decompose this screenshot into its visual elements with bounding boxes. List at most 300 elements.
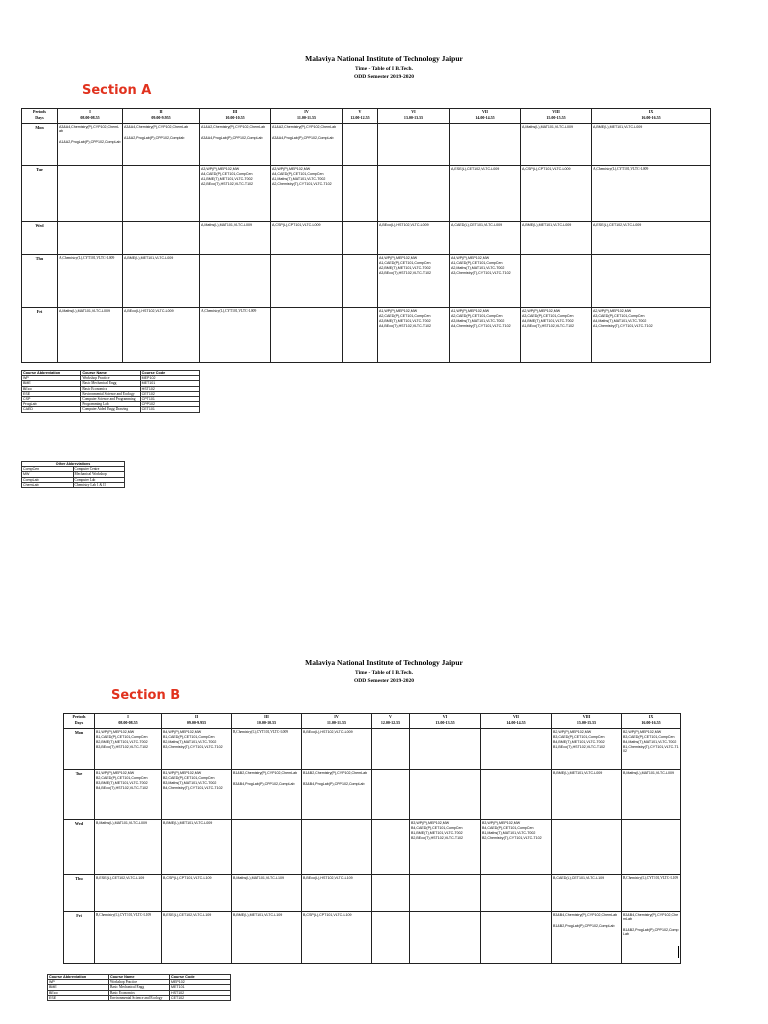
period-header-9 bbox=[592, 109, 711, 124]
timetable-cell bbox=[450, 222, 521, 255]
class-entry bbox=[450, 124, 520, 130]
class-entry: B1,BME(T),MET101,VLTC-T002 bbox=[411, 831, 463, 835]
period-header-6 bbox=[378, 109, 450, 124]
timetable-cell bbox=[552, 770, 622, 820]
class-entry: A2,CAED(P),CET101,CompCen bbox=[451, 314, 503, 318]
column-header: Course Abbreviation bbox=[22, 371, 81, 376]
timetable-cell bbox=[481, 729, 552, 770]
table-row bbox=[48, 995, 231, 1000]
period-number: VII bbox=[512, 714, 519, 719]
timetable-cell bbox=[372, 729, 410, 770]
period-header-row bbox=[22, 109, 711, 124]
table-cell: MW bbox=[22, 472, 74, 477]
timetable-cell bbox=[372, 770, 410, 820]
timetable-cell bbox=[95, 912, 162, 964]
period-number: III bbox=[264, 714, 269, 719]
timetable-cell bbox=[592, 222, 711, 255]
timetable-cell bbox=[200, 255, 271, 308]
timetable-cell bbox=[552, 875, 622, 912]
class-entry: A,BME(L),MET101,VLTC-L009 bbox=[593, 125, 643, 129]
table-cell: ChemLab bbox=[22, 482, 74, 487]
period-number: III bbox=[232, 109, 238, 114]
table-cell: Environmental Science and Ecology bbox=[81, 391, 140, 396]
period-time: Days bbox=[35, 114, 44, 120]
class-entry: A3,CAED(P),CET101,CompCen bbox=[522, 314, 574, 318]
class-entry: A1,BME(T),MET101,VLTC-T002 bbox=[201, 177, 253, 181]
class-entry: A4,WP(P),MEP102,MW bbox=[451, 256, 490, 260]
timetable-cell bbox=[162, 875, 232, 912]
period-header-0 bbox=[22, 109, 58, 124]
class-entry: A3&A4,Chemistry(P),CYP102,ChemLab bbox=[124, 125, 189, 129]
period-time: 08.00-08.55 bbox=[118, 719, 138, 725]
timetable-cell bbox=[343, 166, 378, 222]
timetable-cell bbox=[343, 255, 378, 308]
class-entry bbox=[378, 124, 449, 130]
timetable-cell bbox=[450, 124, 521, 166]
class-entry: A1,CAED(P),CET101,CompCen bbox=[379, 261, 431, 265]
class-entry: A,BEco(L),HST102,VLTC-L009 bbox=[124, 309, 174, 313]
table-cell: BME bbox=[22, 381, 81, 386]
class-entry bbox=[378, 166, 449, 172]
table-cell: Environmental Science and Ecology bbox=[109, 995, 170, 1000]
other-abbreviations-title: Other Abbreviations bbox=[22, 462, 125, 467]
class-entry: A,Chemistry(L),CYT101,VLTC-L009 bbox=[593, 167, 649, 171]
class-entry bbox=[481, 875, 551, 881]
class-entry: B2,CAED(P),CET101,CompCen bbox=[163, 776, 215, 780]
timetable-cell bbox=[481, 770, 552, 820]
table-cell: ESE bbox=[48, 995, 109, 1000]
institute-title-a: Malaviya National Institute of Technology Jaipur bbox=[305, 54, 463, 63]
class-entry bbox=[343, 222, 377, 228]
class-entry: B,BME(L),MET101,VLTC-L109 bbox=[233, 913, 283, 917]
class-entry: A2,WP(P),MEP102,MW bbox=[593, 309, 632, 313]
table-cell: BEco bbox=[22, 386, 81, 391]
table-cell: Basic Mechanical Engg bbox=[109, 985, 170, 990]
timetable-cell bbox=[232, 912, 302, 964]
class-entry: A1,BEco(T),HST102,VLTC-T102 bbox=[522, 324, 575, 328]
period-number: IX bbox=[648, 109, 654, 114]
class-entry: B1,CAED(P),CET101,CompCen bbox=[163, 735, 215, 739]
timetable-cell bbox=[162, 770, 232, 820]
day-label: Fri bbox=[64, 912, 95, 964]
class-entry bbox=[521, 255, 591, 261]
class-entry: A2,WP(P),MEP102,MW bbox=[522, 309, 561, 313]
class-entry: A,Maths(L),MAT101,VLTC-L009 bbox=[522, 125, 573, 129]
class-entry: B1,WP(P),MEP102,MW bbox=[96, 730, 135, 734]
timetable-cell bbox=[302, 912, 372, 964]
period-number: VIII bbox=[582, 714, 591, 719]
class-entry bbox=[481, 729, 551, 735]
timetable-cell bbox=[552, 729, 622, 770]
day-row bbox=[64, 820, 681, 875]
period-header-7 bbox=[450, 109, 521, 124]
period-number: II bbox=[159, 109, 163, 114]
period-header-4 bbox=[271, 109, 343, 124]
class-entry: B2,BME(T),MET101,VLTC-T002 bbox=[96, 740, 148, 744]
day-label: Wed bbox=[22, 222, 58, 255]
timetable-cell bbox=[410, 875, 481, 912]
class-entry: B3,CAED(P),CET101,CompCen bbox=[623, 735, 675, 739]
table-row bbox=[22, 407, 200, 412]
class-entry: B,BME(L),MET101,VLTC-L009 bbox=[553, 771, 603, 775]
timetable-cell bbox=[378, 124, 450, 166]
table-cell: Programming Lab bbox=[81, 402, 140, 407]
class-entry bbox=[232, 820, 301, 826]
period-number: V bbox=[389, 714, 392, 719]
timetable-cell bbox=[372, 875, 410, 912]
timetable-cell bbox=[95, 729, 162, 770]
table-cell: MET101 bbox=[170, 985, 231, 990]
timetable-cell bbox=[521, 166, 592, 222]
period-header-8 bbox=[552, 714, 622, 729]
timetable-cell bbox=[95, 770, 162, 820]
period-number: VI bbox=[411, 109, 416, 114]
semester-b: ODD Semester 2019-2020 bbox=[353, 678, 415, 684]
period-time: 13.00-13.55 bbox=[435, 719, 455, 725]
timetable-cell bbox=[410, 729, 481, 770]
timetable-cell bbox=[123, 222, 200, 255]
day-label: Wed bbox=[64, 820, 95, 875]
class-entry: A,CSP(L),CPT101,VLTC-L009 bbox=[522, 167, 571, 171]
timetable-cell bbox=[372, 912, 410, 964]
class-entry: A,ESE(L),CET102,VLTC-L009 bbox=[593, 223, 642, 227]
class-entry: B1,CAED(P),CET101,CompCen bbox=[96, 735, 148, 739]
class-entry: A1,WP(P),MEP102,MW bbox=[451, 309, 490, 313]
timetable-cell bbox=[200, 308, 271, 363]
class-entry: B3,Chemistry(T),CYT101,VLTC-T102 bbox=[163, 745, 223, 749]
class-entry: A4,CAED(P),CET101,CompCen bbox=[272, 172, 324, 176]
other-abbreviations-table bbox=[21, 461, 125, 488]
period-header-0 bbox=[64, 714, 95, 729]
timetable-cell bbox=[95, 875, 162, 912]
timetable-cell bbox=[378, 222, 450, 255]
timetable-cell bbox=[622, 912, 681, 964]
class-entry: B,Chemistry(L),CYT101,VLTC-L109 bbox=[623, 876, 679, 880]
class-entry: B1&B2,Chemistry(P),CYP102,ChemLab bbox=[233, 771, 298, 775]
class-entry: A1,Chemistry(T),CYT101,VLTC-T102 bbox=[593, 324, 653, 328]
period-time: 14.00-14.55 bbox=[475, 114, 495, 120]
class-entry bbox=[481, 770, 551, 776]
class-entry bbox=[410, 875, 480, 881]
table-cell: CET101 bbox=[140, 407, 199, 412]
table-cell: CPP102 bbox=[140, 402, 199, 407]
timetable-cell bbox=[450, 166, 521, 222]
period-number: I bbox=[89, 109, 91, 114]
class-entry bbox=[481, 912, 551, 918]
day-row bbox=[22, 308, 711, 363]
class-entry: B3,WP(P),MEP102,MW bbox=[411, 821, 450, 825]
class-entry bbox=[372, 820, 409, 826]
class-entry: A3,CAED(P),CET101,CompCen bbox=[593, 314, 645, 318]
class-entry bbox=[123, 166, 199, 172]
timetable-cell bbox=[481, 912, 552, 964]
day-row bbox=[22, 166, 711, 222]
period-header-3 bbox=[200, 109, 271, 124]
period-header-9 bbox=[622, 714, 681, 729]
timetable-cell bbox=[271, 255, 343, 308]
period-time: 10.00-10.55 bbox=[256, 719, 277, 725]
period-time: 14.00-14.55 bbox=[506, 719, 526, 725]
class-entry: B4,Chemistry(T),CYT101,VLTC-T102 bbox=[163, 786, 223, 790]
class-entry: A3&A4,ProgLab(P),CPP102,CompLab bbox=[201, 136, 263, 140]
period-number: II bbox=[194, 714, 199, 719]
column-header: Course Code bbox=[170, 975, 231, 980]
day-label: Thu bbox=[22, 255, 58, 308]
table-cell: Basic Economics bbox=[81, 386, 140, 391]
table-cell: CSP bbox=[22, 397, 81, 402]
timetable-cell bbox=[450, 308, 521, 363]
section-b-title: Section B bbox=[111, 688, 181, 703]
class-entry: B3,BME(T),MET101,VLTC-T002 bbox=[96, 781, 148, 785]
timetable-cell bbox=[410, 912, 481, 964]
timetable-cell bbox=[521, 308, 592, 363]
class-entry bbox=[200, 255, 270, 261]
period-header-5 bbox=[372, 714, 410, 729]
class-entry: B,Maths(L),MAT101,VLTC-L009 bbox=[623, 771, 674, 775]
timetable-cell bbox=[378, 166, 450, 222]
class-entry bbox=[410, 729, 480, 735]
table-cell: BEco bbox=[48, 990, 109, 995]
class-entry: A3&A4,ProgLab(P),CPP102,CompLab bbox=[272, 136, 334, 140]
day-label: Tue bbox=[64, 770, 95, 820]
period-header-1 bbox=[95, 714, 162, 729]
day-label: Mon bbox=[64, 729, 95, 770]
period-time: 09.00-9.955 bbox=[186, 719, 207, 725]
class-entry: B,Maths(L),MAT101,VLTC-L009 bbox=[96, 821, 147, 825]
period-header-6 bbox=[410, 714, 481, 729]
day-row bbox=[64, 729, 681, 770]
column-header: Course Code bbox=[140, 371, 199, 376]
class-entry: A2,Chemistry(T),CYT101,VLTC-T102 bbox=[272, 182, 332, 186]
table-cell: Computer Science and Programming bbox=[81, 397, 140, 402]
period-number: IV bbox=[334, 714, 339, 719]
timetable-cell bbox=[622, 770, 681, 820]
period-time: 10.00-10.55 bbox=[225, 114, 245, 120]
timetable-cell bbox=[58, 255, 123, 308]
class-entry: A1,Maths(T),MAT101,VLTC-T002 bbox=[272, 177, 326, 181]
semester-a: ODD Semester 2019-2020 bbox=[353, 74, 415, 80]
class-entry: B1,Chemistry(T),CYT101,VLTC-T102 bbox=[623, 745, 679, 753]
subtitle-a: Time - Table of I B.Tech. bbox=[355, 66, 413, 72]
period-time: 11.00-11.55 bbox=[327, 719, 346, 725]
class-entry: A2,BEco(T),HST102,VLTC-T102 bbox=[201, 182, 254, 186]
timetable-cell bbox=[592, 166, 711, 222]
day-row bbox=[64, 912, 681, 964]
table-cell: CET102 bbox=[170, 995, 231, 1000]
table-cell: CET102 bbox=[140, 391, 199, 396]
class-entry: B,BEco(L),HST102,VLTC-L109 bbox=[303, 876, 353, 880]
class-entry: A,ESE(L),CET102,VLTC-L009 bbox=[451, 167, 500, 171]
class-entry: A4,BEco(T),HST102,VLTC-T102 bbox=[379, 324, 432, 328]
period-time: 11.00-11.55 bbox=[297, 114, 316, 120]
period-header-row bbox=[64, 714, 681, 729]
table-cell: Chemistry Lab 1 & II bbox=[73, 482, 125, 487]
timetable-cell bbox=[521, 255, 592, 308]
table-cell: CompLab bbox=[22, 477, 74, 482]
table-cell: BME bbox=[48, 985, 109, 990]
class-entry: B2,WP(P),MEP102,MW bbox=[623, 730, 662, 734]
day-row bbox=[22, 222, 711, 255]
class-entry: B3&B4,Chemistry(P),CYP102,ChemLab bbox=[553, 913, 618, 917]
timetable-section-b bbox=[63, 713, 681, 964]
class-entry: A,BEco(L),HST102,VLTC-L009 bbox=[379, 223, 429, 227]
timetable-cell bbox=[271, 222, 343, 255]
class-entry: B,ESE(L),CET102,VLTC-L109 bbox=[96, 876, 145, 880]
period-number: VI bbox=[442, 714, 448, 719]
timetable-cell bbox=[343, 308, 378, 363]
timetable-cell bbox=[552, 820, 622, 875]
column-header: Course Abbreviation bbox=[48, 975, 109, 980]
table-cell: HST102 bbox=[140, 386, 199, 391]
timetable-section-a bbox=[21, 108, 711, 363]
class-entry: A,CSP(L),CPT101,VLTC-L009 bbox=[272, 223, 321, 227]
timetable-cell bbox=[450, 255, 521, 308]
class-entry: B2,WP(P),MEP102,MW bbox=[553, 730, 592, 734]
class-entry: A2,Maths(T),MAT101,VLTC-T002 bbox=[451, 266, 505, 270]
timetable-cell bbox=[302, 770, 372, 820]
period-number: IX bbox=[648, 714, 654, 719]
timetable-cell bbox=[95, 820, 162, 875]
timetable-cell bbox=[232, 875, 302, 912]
class-entry: A3,Chemistry(T),CYT101,VLTC-T102 bbox=[451, 271, 511, 275]
subtitle-b: Time - Table of I B.Tech. bbox=[355, 670, 413, 676]
timetable-cell bbox=[592, 124, 711, 166]
class-entry: B,Chemistry(L),CYT101,VLTC-L009 bbox=[233, 730, 289, 734]
class-entry: A1&A2,Chemistry(P),CYP102,ChemLab bbox=[201, 125, 266, 129]
class-entry: A,BME(L),MET101,VLTC-L009 bbox=[522, 223, 572, 227]
class-entry: A4,BME(T),MET101,VLTC-T002 bbox=[522, 319, 574, 323]
class-entry: A1&A2,ProgLab(P),CPP102,Complab bbox=[124, 136, 185, 140]
class-entry: B,ESE(L),CET102,VLTC-L109 bbox=[163, 913, 212, 917]
table-cell: CompCen bbox=[22, 467, 74, 472]
period-header-2 bbox=[162, 714, 232, 729]
class-entry bbox=[343, 308, 377, 314]
timetable-cell bbox=[410, 820, 481, 875]
class-entry bbox=[123, 222, 199, 228]
period-header-3 bbox=[232, 714, 302, 729]
class-entry: B4,CAED(P),CET101,CompCen bbox=[411, 826, 463, 830]
table-cell: Basic Mechanical Engg bbox=[81, 381, 140, 386]
day-row bbox=[22, 255, 711, 308]
timetable-cell bbox=[410, 770, 481, 820]
day-row bbox=[64, 770, 681, 820]
period-time: 16.00-16.55 bbox=[641, 719, 661, 725]
timetable-cell bbox=[622, 820, 681, 875]
timetable-cell bbox=[232, 770, 302, 820]
day-label: Mon bbox=[22, 124, 58, 166]
timetable-cell bbox=[200, 222, 271, 255]
class-entry: A,CAED(L),CET101,VLTC-L009 bbox=[451, 223, 503, 227]
class-entry: B1,Maths(T),MAT101,VLTC-T002 bbox=[482, 831, 536, 835]
timetable-cell bbox=[343, 222, 378, 255]
period-number: V bbox=[358, 109, 362, 114]
period-header-4 bbox=[302, 714, 372, 729]
class-entry: B1&B2,ProgLab(P),CPP102,CompLab bbox=[623, 928, 679, 936]
day-label: Thu bbox=[64, 875, 95, 912]
class-entry: A1,WP(P),MEP102,MW bbox=[379, 309, 418, 313]
course-table-a bbox=[21, 370, 200, 413]
class-entry: B4,BME(T),MET101,VLTC-T002 bbox=[553, 740, 605, 744]
timetable-cell bbox=[123, 166, 200, 222]
period-header-7 bbox=[481, 714, 552, 729]
timetable-cell bbox=[58, 124, 123, 166]
table-cell: HST102 bbox=[170, 990, 231, 995]
class-entry bbox=[271, 255, 342, 261]
timetable-cell bbox=[481, 820, 552, 875]
class-entry: B4,WP(P),MEP102,MW bbox=[163, 730, 202, 734]
table-cell: Mechanical Workshop bbox=[73, 472, 125, 477]
timetable-cell bbox=[58, 222, 123, 255]
period-time: 13.00-13.55 bbox=[403, 114, 424, 120]
class-entry: B2,Maths(T),MAT101,VLTC-T002 bbox=[163, 740, 217, 744]
timetable-cell bbox=[162, 729, 232, 770]
column-header: Course Name bbox=[81, 371, 140, 376]
table-cell: WP bbox=[48, 980, 109, 985]
timetable-cell bbox=[200, 166, 271, 222]
timetable-cell bbox=[378, 308, 450, 363]
class-entry bbox=[372, 729, 409, 735]
class-entry: B,CSP(L),CPT101,VLTC-L109 bbox=[163, 876, 212, 880]
timetable-cell bbox=[302, 820, 372, 875]
class-entry: B3,Maths(T),MAT101,VLTC-T002 bbox=[163, 781, 217, 785]
class-entry: A,Chemistry(L),CYT101,VLTC-L009 bbox=[59, 256, 115, 260]
period-header-2 bbox=[123, 109, 200, 124]
table-cell: ESE bbox=[22, 391, 81, 396]
course-table-b bbox=[47, 974, 231, 1001]
class-entry: A3,WP(P),MEP102,MW bbox=[272, 167, 311, 171]
table-cell: Workshop Practice bbox=[109, 980, 170, 985]
period-time: 15.00-15.55 bbox=[576, 719, 597, 725]
table-cell: MEP102 bbox=[170, 980, 231, 985]
class-entry: A1&A2,ProgLab(P),CPP102,CompLab bbox=[59, 140, 121, 144]
class-entry: B3&B4,ProgLab(P),CPP102,CompLab bbox=[233, 782, 295, 786]
class-entry: A3,BEco(T),HST102,VLTC-T102 bbox=[379, 271, 432, 275]
class-entry bbox=[302, 820, 371, 826]
timetable-cell bbox=[123, 308, 200, 363]
class-entry: B1,WP(P),MEP102,MW bbox=[163, 771, 202, 775]
timetable-cell bbox=[372, 820, 410, 875]
table-cell: Workshop Practice bbox=[81, 376, 140, 381]
class-entry bbox=[410, 912, 480, 918]
class-entry: B2,BEco(T),HST102,VLTC-T102 bbox=[411, 836, 464, 840]
class-entry bbox=[410, 770, 480, 776]
class-entry: A2,BME(T),MET101,VLTC-T002 bbox=[379, 266, 431, 270]
period-time: 12.00-12.55 bbox=[350, 114, 370, 120]
period-time: 16.00-16.55 bbox=[641, 114, 661, 120]
class-entry: B4,Maths(T),MAT101,VLTC-T002 bbox=[623, 740, 677, 744]
class-entry: A4,Chemistry(T),CYT101,VLTC-T102 bbox=[451, 324, 511, 328]
timetable-cell bbox=[622, 729, 681, 770]
class-entry: B,Chemistry(L),CYT101,VLTC-L109 bbox=[96, 913, 152, 917]
table-row bbox=[22, 482, 125, 487]
class-entry: B,BEco(L),HST102,VLTC-L009 bbox=[303, 730, 353, 734]
class-entry: B3,BEco(T),HST102,VLTC-T102 bbox=[96, 745, 149, 749]
timetable-cell bbox=[302, 875, 372, 912]
class-entry: B3&B4,ProgLab(P),CPP102,CompLab bbox=[303, 782, 365, 786]
timetable-cell bbox=[58, 308, 123, 363]
class-entry: B,Maths(L),MAT101,VLTC-L109 bbox=[233, 876, 284, 880]
class-entry: B,CAED(L),CET101,VLTC-L109 bbox=[553, 876, 605, 880]
period-time: 12.00-12.55 bbox=[380, 719, 401, 725]
class-entry: B,BME(L),MET101,VLTC-L009 bbox=[163, 821, 213, 825]
period-header-8 bbox=[521, 109, 592, 124]
table-cell: MET101 bbox=[140, 381, 199, 386]
class-entry: B4,CAED(P),CET101,CompCen bbox=[482, 826, 534, 830]
timetable-cell bbox=[592, 255, 711, 308]
timetable-cell bbox=[622, 875, 681, 912]
table-cell: CPT101 bbox=[140, 397, 199, 402]
class-entry: A3,WP(P),MEP102,MW bbox=[201, 167, 240, 171]
